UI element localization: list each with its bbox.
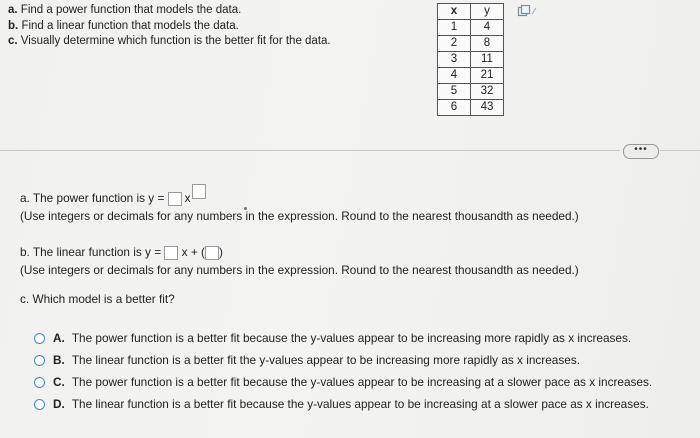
table-row [438,52,504,68]
table-cell: 3 [438,52,471,68]
data-table [437,3,504,116]
question-b: b. Find a linear function that models the data. [8,19,239,32]
choice-b[interactable]: B. The linear function is a better fit the y-values appear to be increasing more rapidly as x increases. [34,352,652,374]
table-row [438,84,504,100]
table-cell: 8 [471,36,504,52]
table-header-row [438,4,504,20]
choice-d[interactable]: D. The linear function is a better fit because the y-values appear to be increasing at a slower pace as x increases. [34,396,652,418]
table-cell: 1 [438,20,471,36]
table-cell: 21 [471,68,504,84]
table-cell: 4 [471,20,504,36]
table-cell: 11 [471,52,504,68]
column-header-y: y [471,4,504,20]
choice-c[interactable]: C. The power function is a better fit because the y-values appear to be increasing at a slower pace as x increases. [34,374,652,396]
more-options-button[interactable]: ••• [623,144,659,159]
table-row [438,100,504,116]
question-a: a. Find a power function that models the data. [8,4,242,16]
question-c: c. Visually determine which function is the better fit for the data. [8,35,331,47]
table-cell: 5 [438,84,471,100]
table-cell: 32 [471,84,504,100]
question-list [8,3,428,50]
radio-button[interactable] [34,377,45,388]
part-b-note: (Use integers or decimals for any numbers in the expression. Round to the nearest thousandth as needed.) [20,263,579,277]
part-a-prompt: a. The power function is y = x [20,190,206,206]
table-row [438,68,504,84]
linear-slope-input[interactable] [164,246,178,260]
table-row [438,36,504,52]
table-cell: 2 [438,36,471,52]
column-header-x: x [438,4,471,20]
answer-choices [34,330,652,418]
radio-button[interactable] [34,399,45,410]
linear-intercept-input[interactable] [205,246,219,260]
copy-table-icon[interactable] [517,5,539,19]
section-divider-right [660,150,700,151]
table-cell: 6 [438,100,471,116]
power-coefficient-input[interactable] [168,192,182,206]
radio-button[interactable] [34,355,45,366]
power-exponent-input[interactable] [192,184,206,199]
choice-a[interactable]: A. The power function is a better fit because the y-values appear to be increasing more rapidly as x increases. [34,330,652,352]
part-a-note: (Use integers or decimals for any numbers in the expression. Round to the nearest thousandth as needed.) [20,209,579,223]
part-b-prompt: b. The linear function is y = x + ( ) [20,245,223,259]
part-c-question: c. Which model is a better fit? [20,292,175,306]
radio-button[interactable] [34,333,45,344]
table-cell: 43 [471,100,504,116]
table-cell: 4 [438,68,471,84]
section-divider [0,150,620,151]
table-row [438,20,504,36]
